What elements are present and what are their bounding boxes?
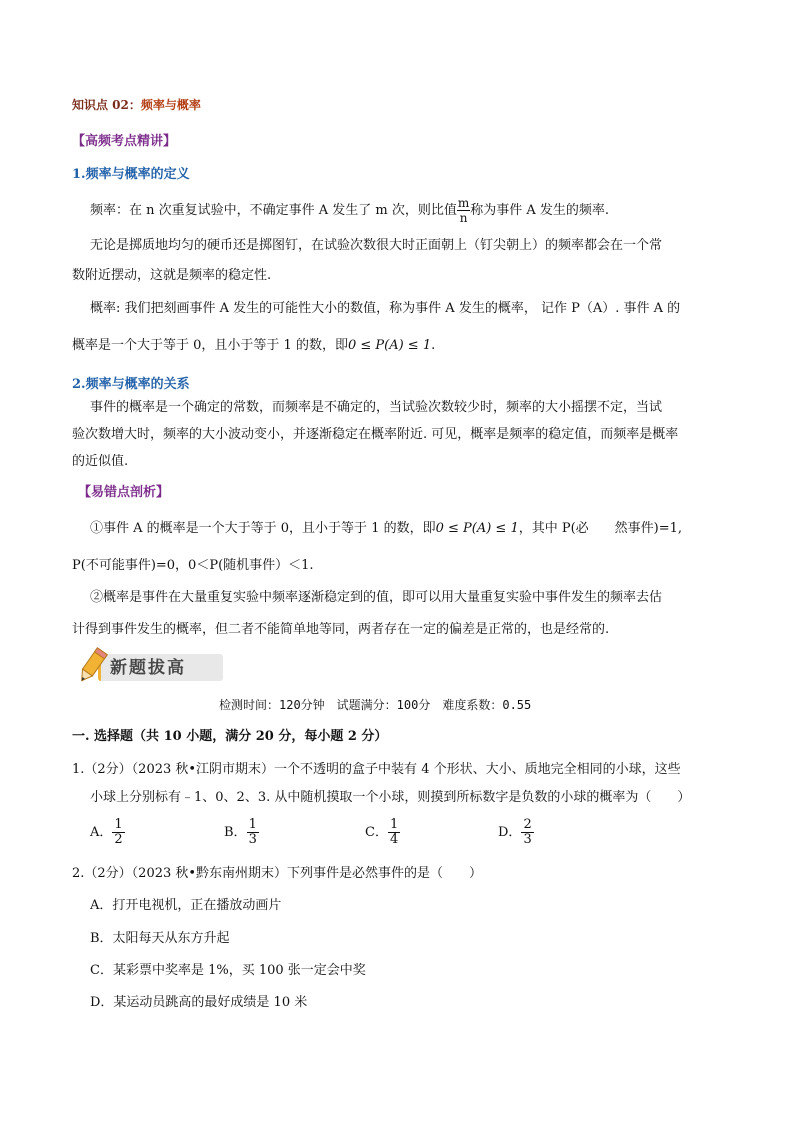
freq-text-pre: 频率：在 n 次重复试验中，不确定事件 A 发生了 m 次，则比值 bbox=[90, 203, 457, 218]
relation-line2: 验次数增大时，频率的大小波动变小，并逐渐稳定在概率附近. 可见，概率是频率的稳定值，而频率是概率 bbox=[72, 427, 679, 442]
q2-option-c: C．某彩票中奖率是 1%，买 100 张一定会中奖 bbox=[90, 963, 366, 978]
q1-option-b bbox=[224, 818, 259, 847]
knowledge-point-title bbox=[72, 96, 201, 113]
kp-title: 频率与概率 bbox=[140, 98, 201, 112]
option-label: B． bbox=[224, 825, 247, 840]
q1-option-c bbox=[365, 818, 400, 847]
relation-line3: 的近似值. bbox=[72, 454, 129, 469]
freq-numerator: m bbox=[457, 196, 470, 210]
numerator: 1 bbox=[114, 817, 123, 832]
part1-heading: 一. 选择题（共 10 小题，满分 20 分，每小题 2 分） bbox=[72, 729, 388, 744]
numerator: 1 bbox=[389, 817, 399, 832]
fraction bbox=[388, 818, 400, 847]
denominator: 3 bbox=[523, 832, 532, 847]
exam-stats: 检测时间：120分钟 试题满分：100分 难度系数：0.55 bbox=[219, 698, 532, 712]
pencil-icon bbox=[72, 646, 112, 686]
error-point2-line2: 计得到事件发生的概率，但二者不能简单地等同，两者存在一定的偏差是正常的，也是经常的. bbox=[72, 622, 610, 637]
coin-paragraph-line2: 数附近摆动，这就是频率的稳定性. bbox=[72, 268, 272, 283]
numerator: 2 bbox=[523, 817, 532, 832]
err1-inequality: 0 ≤ P(A) ≤ 1 bbox=[435, 521, 519, 536]
new-questions-banner bbox=[72, 648, 222, 684]
coin-paragraph-line1: 无论是掷质地均匀的硬币还是掷图钉，在试验次数很大时正面朝上（钉尖朝上）的频率都会在一个常 bbox=[90, 238, 663, 253]
q2-option-a: A．打开电视机，正在播放动画片 bbox=[90, 898, 282, 913]
section-error-analysis: 【易错点剖析】 bbox=[78, 485, 170, 500]
definition-heading: 1.频率与概率的定义 bbox=[72, 167, 190, 182]
option-label: C． bbox=[365, 825, 388, 840]
q1-option-a bbox=[90, 818, 125, 847]
freq-fraction bbox=[457, 196, 470, 225]
denominator: 4 bbox=[389, 832, 399, 847]
relation-line1: 事件的概率是一个确定的常数，而频率是不确定的，当试验次数较少时，频率的大小摇摆不定，当试 bbox=[90, 400, 663, 415]
kp-label: 知识点 02： bbox=[72, 98, 141, 112]
q1-option-d bbox=[498, 818, 534, 847]
err1-text-pre: ①事件 A 的概率是一个大于等于 0，且小于等于 1 的数，即 bbox=[90, 521, 436, 536]
q2-option-b: B．太阳每天从东方升起 bbox=[90, 931, 230, 946]
err1-text-post: ，其中 P(必 然事件)=1, bbox=[518, 521, 683, 536]
freq-text-post: 称为事件 A 发生的频率. bbox=[470, 203, 610, 218]
q2-stem: 2.（2分）（2023 秋•黔东南州期末）下列事件是必然事件的是（ ） bbox=[72, 866, 483, 881]
frequency-definition bbox=[90, 196, 609, 225]
error-point1-line1 bbox=[90, 519, 682, 539]
q1-stem-line1: 1.（2分）（2023 秋•江阴市期末）一个不透明的盒子中装有 4 个形状、大小、质地完全相同的小球，这些 bbox=[72, 762, 681, 777]
fraction bbox=[112, 818, 124, 847]
prob-text-pre: 概率是一个大于等于 0，且小于等于 1 的数，即 bbox=[72, 338, 348, 353]
banner-title: 新题拔高 bbox=[110, 658, 186, 678]
option-label: D． bbox=[498, 825, 522, 840]
section-high-frequency: 【高频考点精讲】 bbox=[72, 134, 177, 149]
option-label: A． bbox=[90, 825, 113, 840]
fraction bbox=[521, 818, 533, 847]
q2-option-d: D．某运动员跳高的最好成绩是 10 米 bbox=[90, 995, 308, 1010]
error-point1-line2: P(不可能事件)=0，0＜P(随机事件）＜1. bbox=[72, 558, 314, 573]
probability-definition-line2 bbox=[72, 336, 435, 356]
numerator: 1 bbox=[248, 817, 257, 832]
error-point2-line1: ②概率是事件在大量重复实验中频率逐渐稳定到的值，即可以用大量重复实验中事件发生的频率去估 bbox=[90, 590, 663, 605]
freq-denominator: n bbox=[459, 211, 468, 225]
denominator: 2 bbox=[114, 832, 123, 847]
relation-heading: 2.频率与概率的关系 bbox=[72, 377, 190, 392]
denominator: 3 bbox=[248, 832, 257, 847]
fraction bbox=[247, 818, 259, 847]
q1-stem-line2: 小球上分别标有﹣1、0、2、3. 从中随机摸取一个小球，则摸到所标数字是负数的小球的概率为（ ） bbox=[90, 790, 691, 805]
prob-inequality: 0 ≤ P(A) ≤ 1 bbox=[347, 338, 432, 353]
probability-definition-line1: 概率: 我们把刻画事件 A 发生的可能性大小的数值，称为事件 A 发生的概率， 记作 P（A）. 事件 A 的 bbox=[90, 301, 681, 316]
prob-text-post: . bbox=[431, 338, 436, 353]
